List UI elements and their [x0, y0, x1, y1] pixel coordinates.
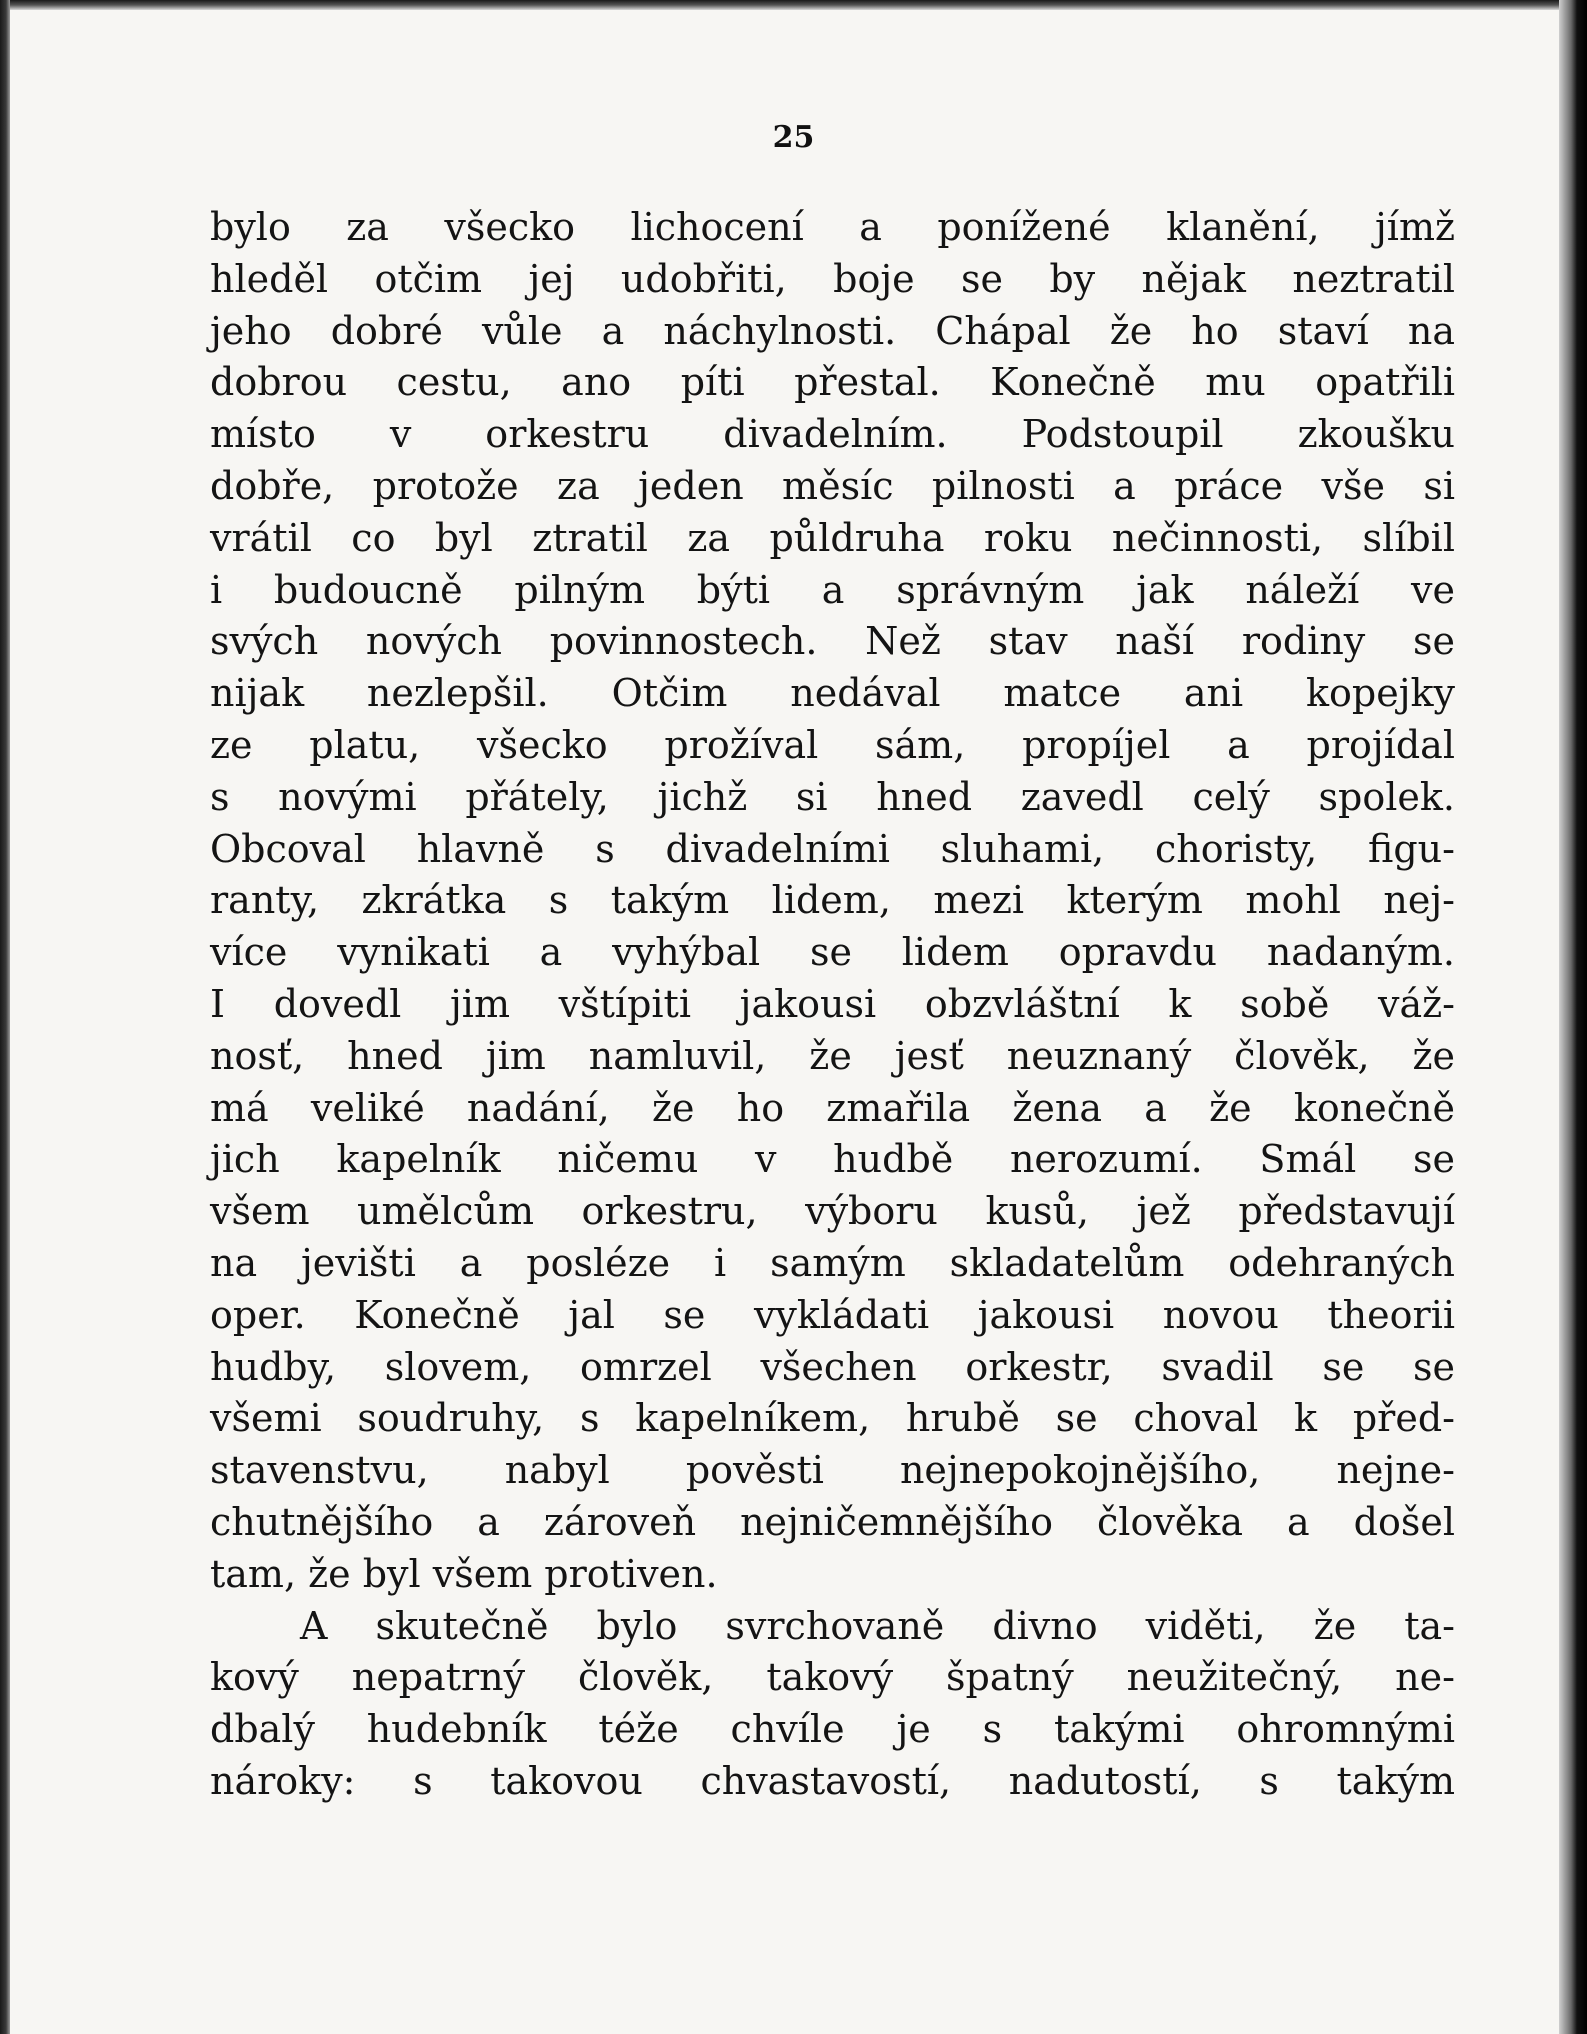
scan-edge-left	[0, 0, 10, 2034]
text-line: dobře, protože za jeden měsíc pilnosti a práce vše si	[210, 463, 1455, 508]
text-line: vrátil co byl ztratil za půldruha roku nečinnosti, slíbil	[210, 515, 1455, 560]
text-line: má veliké nadání, že ho zmařila žena a že konečně	[210, 1085, 1455, 1130]
text-line: více vynikati a vyhýbal se lidem opravdu nadaným.	[210, 930, 1455, 975]
text-line: kový nepatrný člověk, takový špatný neužitečný, ne-	[210, 1655, 1455, 1700]
text-line: jeho dobré vůle a náchylnosti. Chápal že ho staví na	[210, 308, 1455, 353]
text-line: nároky: s takovou chvastavostí, nadutostí, s takým	[210, 1758, 1455, 1803]
text-line: jich kapelník ničemu v hudbě nerozumí. Smál se	[210, 1137, 1455, 1182]
paragraph-start-line: A skutečně bylo svrchovaně divno viděti, že ta-	[300, 1603, 1455, 1648]
text-line: hudby, slovem, omrzel všechen orkestr, svadil se se	[210, 1344, 1455, 1389]
text-line: dbalý hudebník téže chvíle je s takými ohromnými	[210, 1707, 1455, 1752]
text-line: místo v orkestru divadelním. Podstoupil zkoušku	[210, 412, 1455, 457]
text-line: ranty, zkrátka s takým lidem, mezi kterým mohl nej-	[210, 878, 1455, 923]
text-line: všemi soudruhy, s kapelníkem, hrubě se choval k před-	[210, 1396, 1455, 1441]
text-line: I dovedl jim vštípiti jakousi obzvláštní k sobě váž-	[210, 981, 1455, 1026]
text-line: Obcoval hlavně s divadelními sluhami, choristy, figu-	[210, 826, 1455, 871]
text-line: chutnějšího a zároveň nejničemnějšího člověka a došel	[210, 1499, 1455, 1544]
text-line: oper. Konečně jal se vykládati jakousi novou theorii	[210, 1292, 1455, 1337]
page-number: 25	[772, 120, 815, 155]
text-line: všem umělcům orkestru, výboru kusů, jež představují	[210, 1189, 1455, 1234]
text-line: hleděl otčim jej udobřiti, boje se by nějak neztratil	[210, 256, 1455, 301]
text-line: nijak nezlepšil. Otčim nedával matce ani kopejky	[210, 671, 1455, 716]
text-line: svých nových povinnostech. Než stav naší rodiny se	[210, 619, 1455, 664]
text-line: bylo za všecko lichocení a ponížené klanění, jímž	[210, 205, 1455, 249]
text-line: dobrou cestu, ano píti přestal. Konečně mu opatřili	[210, 360, 1455, 405]
text-line: nosť, hned jim namluvil, že jesť neuznaný člověk, že	[210, 1033, 1455, 1078]
text-line: stavenstvu, nabyl pověsti nejnepokojnějšího, nejne-	[210, 1448, 1455, 1493]
text-line: s novými přátely, jichž si hned zavedl celý spolek.	[210, 774, 1455, 819]
paragraph-end-line: tam, že byl všem protiven.	[210, 1551, 718, 1596]
scan-edge-top	[0, 0, 1587, 10]
scan-edge-right	[1559, 0, 1587, 2034]
body-text	[210, 202, 1455, 1808]
text-line: na jevišti a posléze i samým skladatelům odehraných	[210, 1240, 1455, 1285]
text-line: i budoucně pilným býti a správným jak náleží ve	[210, 567, 1455, 612]
text-line: ze platu, všecko prožíval sám, propíjel a projídal	[210, 722, 1455, 767]
